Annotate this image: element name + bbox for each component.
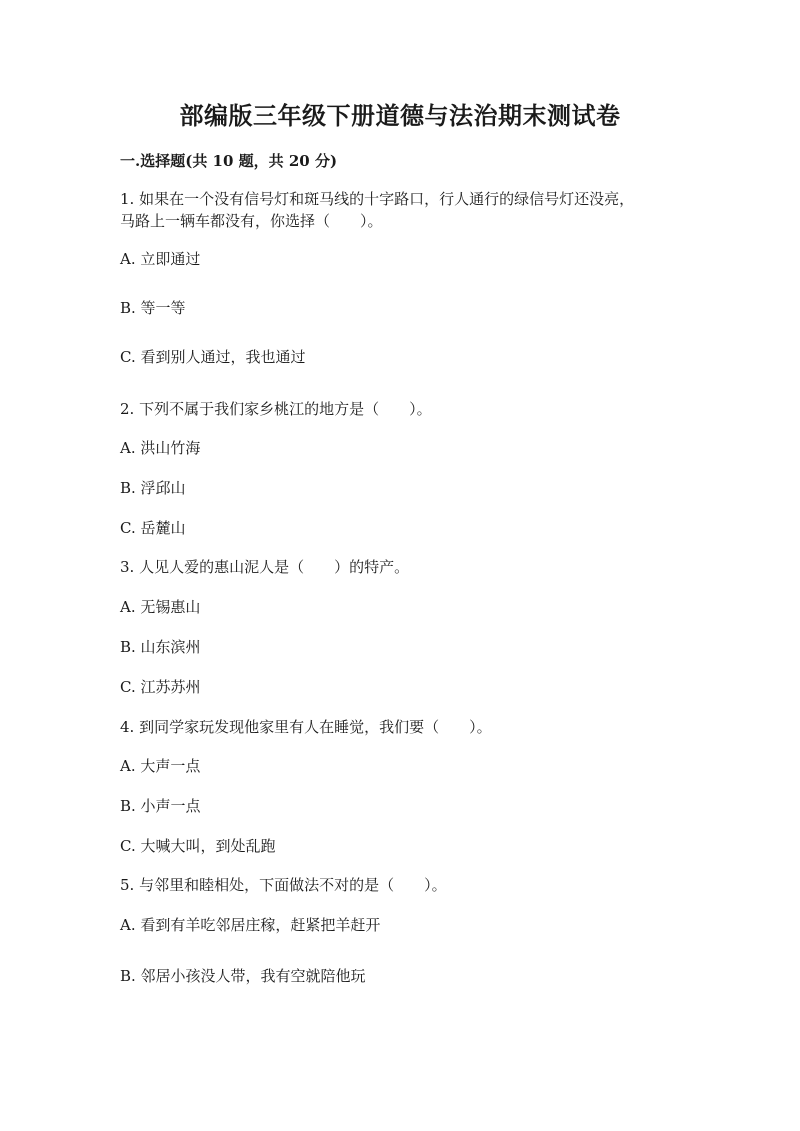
question-2-option-b: B. 浮邱山 xyxy=(120,479,186,497)
question-4-option-b: B. 小声一点 xyxy=(120,797,201,815)
question-2-option-c: C. 岳麓山 xyxy=(120,519,186,537)
section-heading: 一.选择题(共 10 题，共 20 分) xyxy=(120,152,338,170)
question-4-option-a: A. 大声一点 xyxy=(120,757,201,775)
question-4-stem: 4. 到同学家玩发现他家里有人在睡觉，我们要（ ）。 xyxy=(120,718,492,736)
question-3-option-a: A. 无锡惠山 xyxy=(120,598,201,616)
question-1-option-a: A. 立即通过 xyxy=(120,250,201,268)
question-1-option-c: C. 看到别人通过，我也通过 xyxy=(120,348,306,366)
question-5-option-b: B. 邻居小孩没人带，我有空就陪他玩 xyxy=(120,967,366,985)
question-3-option-b: B. 山东滨州 xyxy=(120,638,201,656)
question-2-stem: 2. 下列不属于我们家乡桃江的地方是（ ）。 xyxy=(120,400,432,418)
question-2-option-a: A. 洪山竹海 xyxy=(120,439,201,457)
question-3-stem: 3. 人见人爱的惠山泥人是（ ）的特产。 xyxy=(120,558,410,576)
question-5-stem: 5. 与邻里和睦相处，下面做法不对的是（ ）。 xyxy=(120,876,447,894)
page-title: 部编版三年级下册道德与法治期末测试卷 xyxy=(179,101,621,130)
question-5-option-a: A. 看到有羊吃邻居庄稼，赶紧把羊赶开 xyxy=(120,916,381,934)
question-1-stem-line-1: 1. 如果在一个没有信号灯和斑马线的十字路口，行人通行的绿信号灯还没亮， xyxy=(120,190,635,208)
question-3-option-c: C. 江苏苏州 xyxy=(120,678,201,696)
question-4-option-c: C. 大喊大叫，到处乱跑 xyxy=(120,837,276,855)
question-1-option-b: B. 等一等 xyxy=(120,299,186,317)
question-1-stem-line-2: 马路上一辆车都没有，你选择（ ）。 xyxy=(120,212,383,230)
